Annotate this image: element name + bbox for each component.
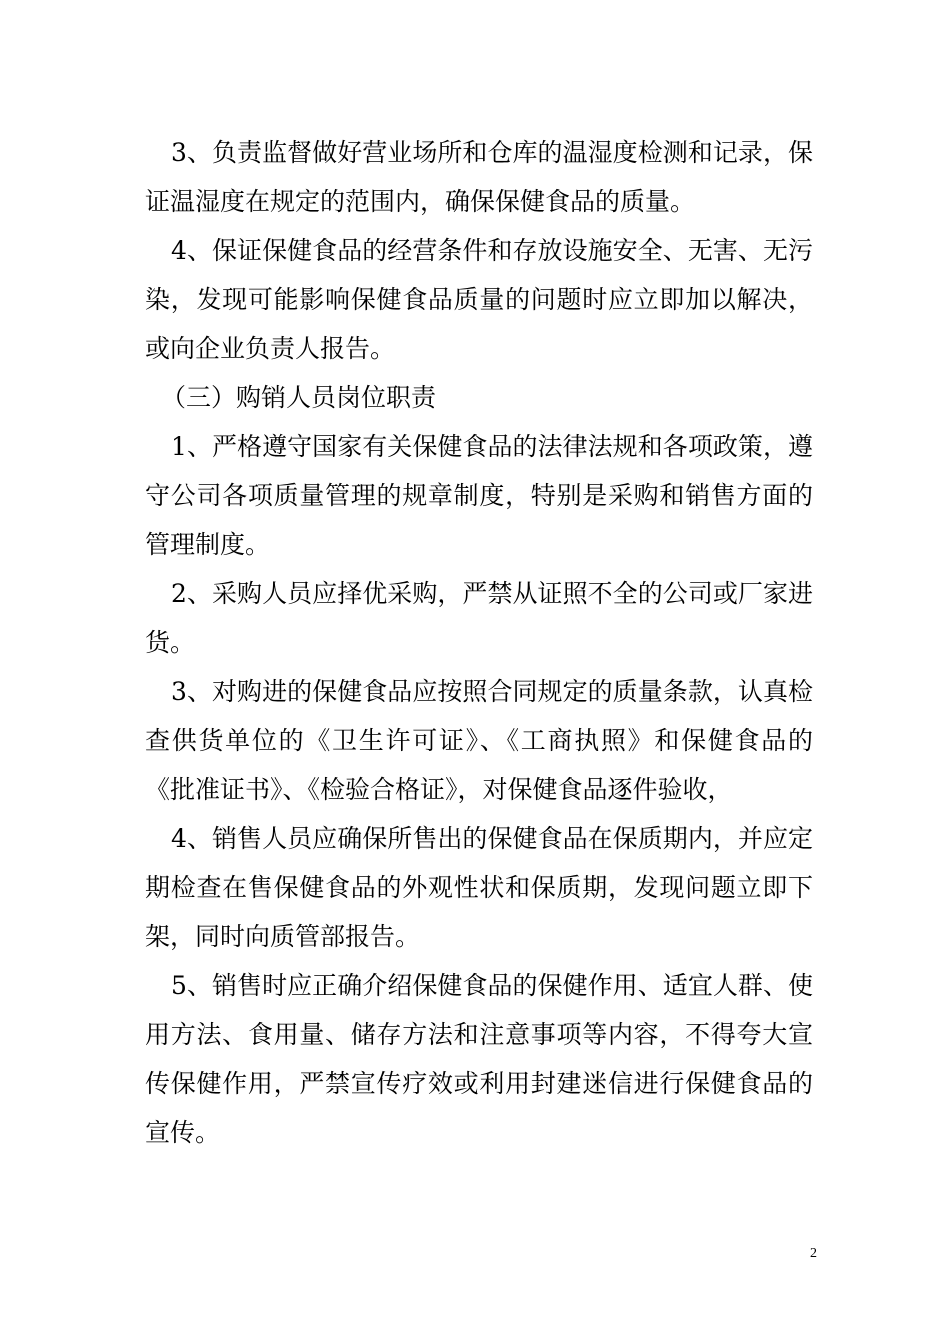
- document-body: [145, 128, 813, 1157]
- paragraph-item-1-compliance: 1、严格遵守国家有关保健食品的法律法规和各项政策，遵守公司各项质量管理的规章制度，特别是采购和销售方面的管理制度。: [145, 432, 813, 559]
- paragraph-item-5-promotion: 5、销售时应正确介绍保健食品的保健作用、适宜人群、使用方法、食用量、储存方法和注意事项等内容，不得夸大宣传保健作用，严禁宣传疗效或利用封建迷信进行保健食品的宣传。: [145, 971, 813, 1147]
- paragraph-item-2-procurement: 2、采购人员应择优采购，严禁从证照不全的公司或厂家进货。: [145, 579, 813, 657]
- section-heading-purchase-sales: （三）购销人员岗位职责: [161, 383, 437, 412]
- paragraph-item-4-storage: 4、保证保健食品的经营条件和存放设施安全、无害、无污染，发现可能影响保健食品质量的问题时应立即加以解决，或向企业负责人报告。: [145, 236, 813, 363]
- paragraph-item-3-inspection: 3、对购进的保健食品应按照合同规定的质量条款，认真检查供货单位的《卫生许可证》、《工商执照》和保健食品的《批准证书》、《检验合格证》，对保健食品逐件验收，: [145, 677, 813, 804]
- page-number: 2: [810, 1246, 817, 1261]
- paragraph-item-4-shelf-life: 4、销售人员应确保所售出的保健食品在保质期内，并应定期检查在售保健食品的外观性状和保质期，发现问题立即下架，同时向质管部报告。: [145, 824, 813, 951]
- paragraph-item-3-temperature: 3、负责监督做好营业场所和仓库的温湿度检测和记录，保证温湿度在规定的范围内，确保保健食品的质量。: [145, 138, 813, 216]
